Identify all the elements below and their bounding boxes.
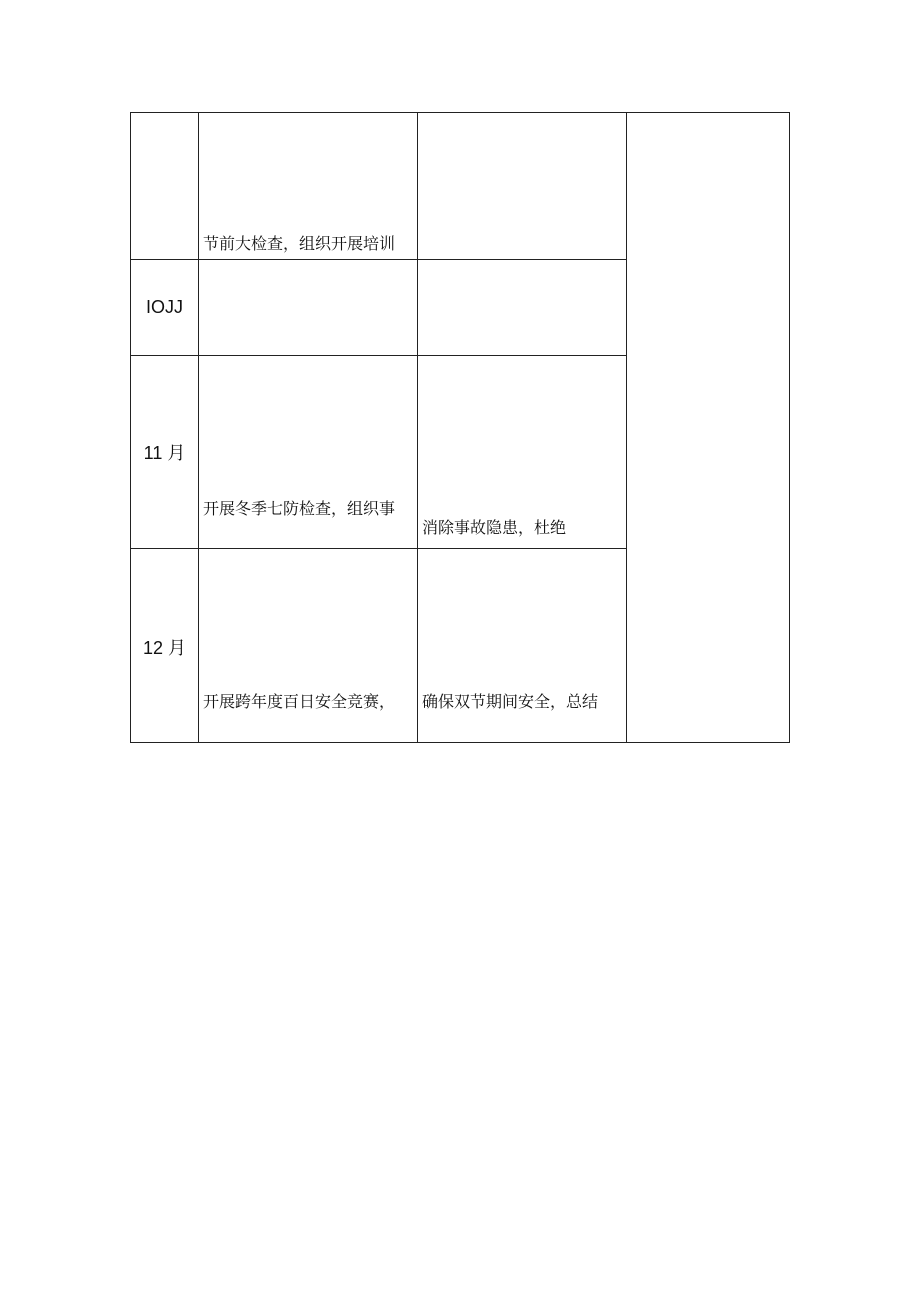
goal-cell: [418, 579, 626, 744]
month-label: IOJJ: [145, 297, 183, 317]
month-cell: [131, 356, 198, 548]
month-cell: [131, 549, 198, 744]
row-divider: [131, 548, 627, 549]
month-cell: [131, 113, 198, 259]
row-divider: [131, 355, 627, 356]
content-line: 节前大检查，组织开展培训: [203, 234, 396, 253]
safety-plan-table: [130, 112, 790, 743]
content-cell: [199, 579, 417, 744]
content-cell: [199, 121, 417, 259]
goal-line: 确保双节期间安全，总结: [422, 692, 599, 711]
month-cell: [131, 260, 198, 355]
goal-cell: [418, 405, 626, 548]
content-line: 开展跨年度百日安全竞赛，: [203, 692, 396, 711]
goal-cell: [418, 145, 626, 259]
goal-cell: [418, 260, 626, 355]
remarks-cell: [627, 113, 791, 744]
month-label: 11 月: [143, 443, 186, 463]
content-line: 开展冬季七防检查，组织事: [203, 499, 396, 518]
month-label: 12 月: [142, 637, 187, 658]
content-cell: [199, 260, 417, 355]
content-cell: [199, 386, 417, 548]
goal-line: 消除事故隐患，杜绝: [422, 518, 567, 537]
goal-line: [422, 243, 626, 259]
